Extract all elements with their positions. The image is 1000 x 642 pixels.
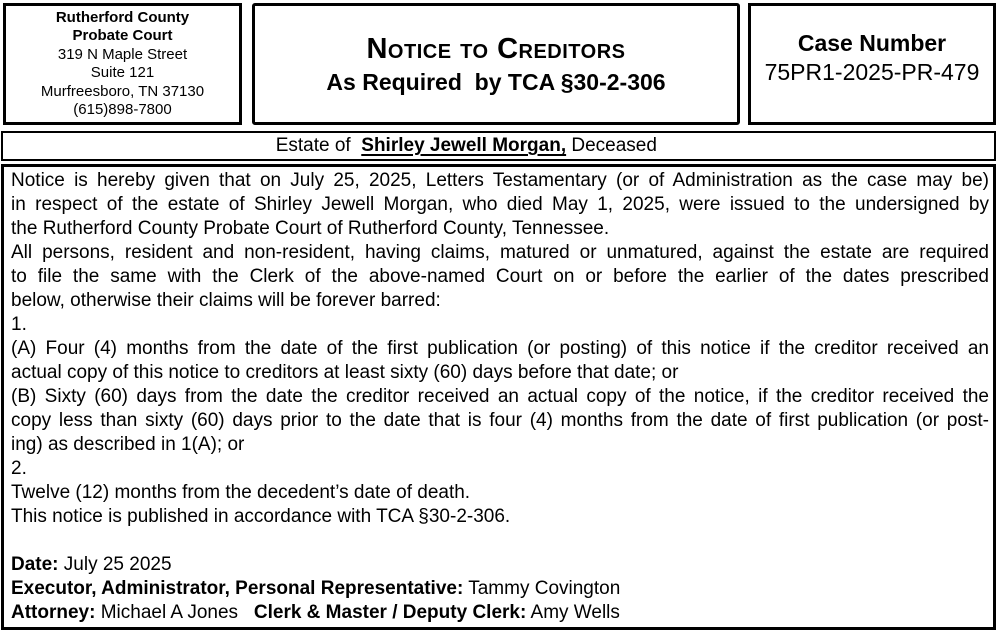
body-line: (A) Four (4) months from the date of the first publication (or posting) of this notice if the creditor received an — [11, 338, 989, 359]
body-line: in respect of the estate of Shirley Jewell Morgan, who died May 1, 2025, were issued to the undersigned by — [11, 194, 989, 215]
footer-label: Date: — [11, 554, 59, 575]
body-line: copy less than sixty (60) days prior to the date that is four (4) months from the date of first publication (or post- — [11, 410, 989, 431]
footer-line — [11, 577, 989, 601]
body-line: Twelve (12) months from the decedent’s date of death. — [11, 482, 471, 503]
court-address-line: Suite 121 — [90, 64, 155, 81]
footer-value: Amy Wells — [526, 602, 620, 623]
footer-value: July 25 2025 — [58, 554, 172, 575]
body-line: 1. — [11, 314, 27, 335]
case-number-box — [748, 3, 996, 125]
body-line: Notice is hereby given that on July 25, 2025, Letters Testamentary (or of Administration as the case may be) — [11, 170, 989, 191]
notice-title: Notice to Creditors — [366, 32, 626, 65]
notice-body — [1, 164, 996, 630]
body-line: 2. — [11, 458, 27, 479]
body-line: to file the same with the Clerk of the above-named Court on or before the earlier of the dates prescribed — [11, 266, 989, 287]
estate-suffix: Deceased — [566, 135, 657, 156]
blank-line — [11, 529, 989, 553]
court-address-box — [3, 3, 242, 125]
footer-line — [11, 601, 989, 625]
body-line: (B) Sixty (60) days from the date the creditor received an actual copy of the notice, if the creditor received the — [11, 386, 989, 407]
case-number-label: Case Number — [797, 30, 947, 56]
notice-title-box — [252, 3, 740, 125]
body-line: actual copy of this notice to creditors at least sixty (60) days before that date; or — [11, 362, 679, 383]
body-line: the Rutherford County Probate Court of Rutherford County, Tennessee. — [11, 218, 610, 239]
body-line: This notice is published in accordance with TCA §30-2-306. — [11, 506, 511, 527]
footer-value: Michael A Jones — [95, 602, 254, 623]
court-address-line: 319 N Maple Street — [57, 45, 188, 63]
footer-label: Attorney: — [11, 602, 96, 623]
footer-label: Clerk & Master / Deputy Clerk: — [253, 602, 527, 623]
court-address-line: Murfreesboro, TN 37130 — [40, 82, 205, 100]
estate-of-bar — [1, 131, 996, 161]
case-number-value: 75PR1-2025-PR-479 — [764, 59, 980, 85]
footer-line — [11, 553, 989, 577]
footer-value: Tammy Covington — [463, 578, 621, 599]
court-address-line: Rutherford County — [55, 8, 190, 26]
decedent-name: Shirley Jewell Morgan, — [361, 135, 567, 156]
body-line: below, otherwise their claims will be forever barred: — [11, 290, 441, 311]
body-line: All persons, resident and non-resident, having claims, matured or unmatured, against the estate are required — [11, 242, 989, 263]
court-address-line: (615)898-7800 — [73, 101, 172, 118]
estate-prefix: Estate of — [275, 135, 362, 156]
notice-subtitle: As Required by TCA §30-2-306 — [326, 68, 666, 95]
court-address-line: Probate Court — [72, 27, 173, 44]
footer-label: Executor, Administrator, Personal Representative: — [11, 578, 464, 599]
body-line: ing) as described in 1(A); or — [11, 434, 245, 455]
